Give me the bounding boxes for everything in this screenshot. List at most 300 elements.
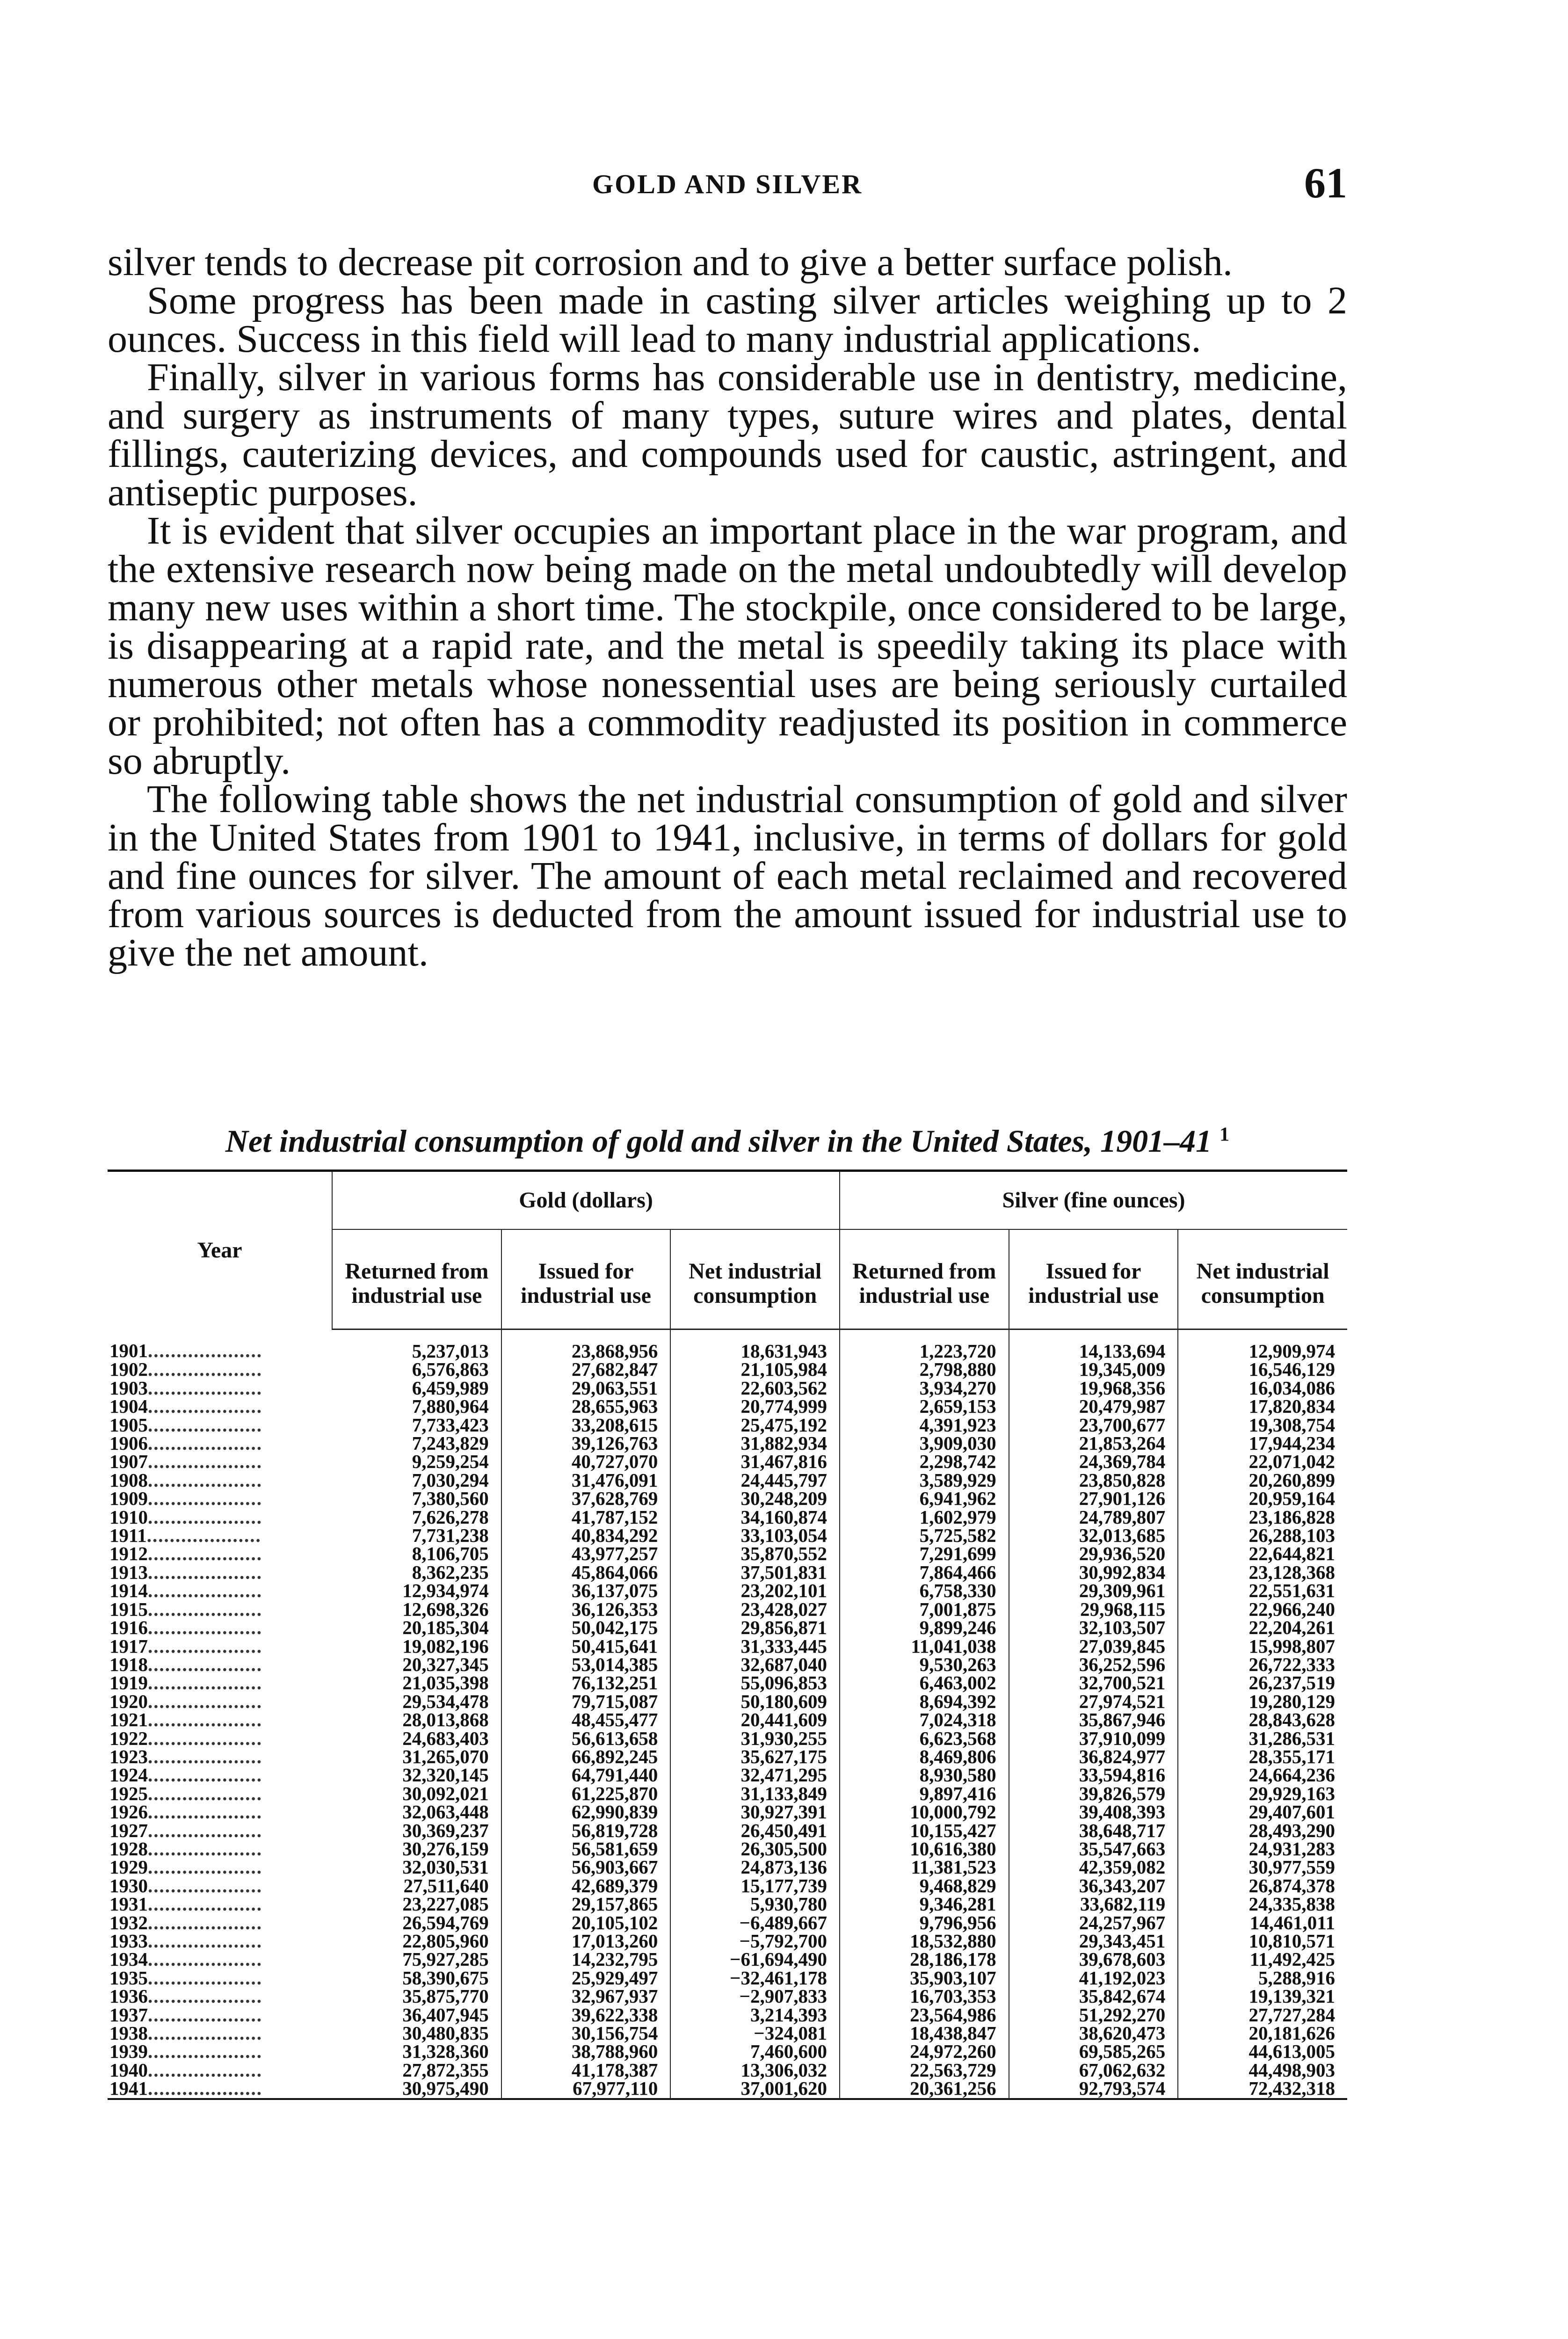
value-cell: 66,892,245 — [501, 1748, 671, 1766]
value-cell: 51,292,270 — [1009, 2006, 1178, 2024]
year-cell — [108, 1619, 332, 1637]
value-cell: 40,727,070 — [501, 1453, 671, 1471]
table-row — [108, 1545, 1347, 1563]
table-row — [108, 1360, 1347, 1379]
value-cell: 7,733,423 — [412, 1414, 489, 1436]
value-cell: 9,259,254 — [412, 1451, 489, 1473]
value-cell: −6,489,667 — [670, 1914, 840, 1932]
value-cell: 35,875,770 — [402, 1985, 489, 2007]
value-cell: 32,700,521 — [1009, 1674, 1178, 1692]
year-cell — [108, 1674, 332, 1692]
value-cell: 7,291,699 — [840, 1545, 1009, 1563]
value-cell: 50,180,609 — [670, 1693, 840, 1711]
table-row — [108, 1434, 1347, 1453]
table-row — [108, 1397, 1347, 1416]
value-cell: 36,252,596 — [1009, 1656, 1178, 1674]
paragraph: silver tends to decrease pit corrosion and to give a better surface polish. — [108, 240, 1233, 284]
year-cell — [108, 1711, 332, 1729]
value-cell: 14,461,011 — [1178, 1914, 1347, 1932]
value-cell: 92,793,574 — [1009, 2079, 1178, 2099]
year-cell — [108, 1563, 332, 1582]
leader-dots: .................... — [148, 1598, 262, 1620]
year-label: 1925 — [109, 1782, 148, 1804]
value-cell: 35,870,552 — [670, 1545, 840, 1563]
value-cell: 23,564,986 — [840, 2006, 1009, 2024]
value-cell: 27,511,640 — [403, 1874, 489, 1896]
value-cell: 9,468,829 — [840, 1877, 1009, 1895]
value-cell: 15,998,807 — [1178, 1637, 1347, 1656]
value-cell: 75,927,285 — [402, 1948, 489, 1970]
leader-dots: .................... — [148, 1838, 262, 1860]
year-cell — [108, 1950, 332, 1969]
table-row — [108, 1416, 1347, 1434]
value-cell: 10,810,571 — [1178, 1932, 1347, 1950]
value-cell: 31,328,360 — [402, 2041, 489, 2063]
paragraph: Some progress has been made in casting silver articles weighing up to 2 ounces. Success in this field will lead to many industrial applications. — [108, 279, 1347, 361]
table-row — [108, 1803, 1347, 1821]
leader-dots: .................... — [148, 1432, 262, 1454]
value-cell: 21,853,264 — [1009, 1434, 1178, 1453]
year-label: 1903 — [109, 1377, 148, 1399]
value-cell: −324,081 — [670, 2024, 840, 2042]
value-cell: 3,934,270 — [840, 1379, 1009, 1397]
leader-dots: .................... — [148, 1340, 262, 1362]
leader-dots: .................... — [148, 1635, 262, 1657]
value-cell: 27,872,355 — [402, 2059, 489, 2081]
value-cell: 61,225,870 — [501, 1785, 671, 1803]
year-cell — [108, 2079, 332, 2099]
value-cell: 32,063,448 — [402, 1801, 489, 1823]
value-cell: 7,626,278 — [412, 1506, 489, 1528]
footnote-reference: 1 — [1220, 1124, 1230, 1146]
table-row — [108, 1526, 1347, 1545]
value-cell: 20,181,626 — [1178, 2024, 1347, 2042]
leader-dots: .................... — [148, 1967, 262, 1989]
year-cell — [108, 1653, 332, 1675]
leader-dots: .................... — [148, 1672, 262, 1694]
value-cell: 67,062,632 — [1009, 2061, 1178, 2079]
paragraph: It is evident that silver occupies an important place in the war program, and the extensive research now being made on the metal undoubtedly will develop many new uses within a short time. The stockpile, once considered to be large, is disappearing at a rapid rate, and the metal is speedily taking its place with numerous other metals whose nonessential uses are being seriously curtailed or prohibited; not often has a commodity readjusted its position in commerce so abruptly. — [108, 509, 1347, 783]
table-row — [108, 1379, 1347, 1397]
value-cell: 7,880,964 — [412, 1395, 489, 1417]
value-cell: 20,441,609 — [670, 1711, 840, 1729]
year-label: 1901 — [109, 1340, 148, 1362]
value-cell: 30,977,559 — [1178, 1858, 1347, 1876]
year-cell — [108, 2006, 332, 2024]
year-cell — [108, 1397, 332, 1416]
table-row — [108, 2024, 1347, 2042]
year-label: 1937 — [109, 2004, 148, 2026]
value-cell: 56,903,667 — [501, 1858, 671, 1876]
year-cell — [108, 1434, 332, 1453]
table-row — [108, 2079, 1347, 2099]
leader-dots: .................... — [148, 1745, 262, 1767]
year-cell — [108, 1803, 332, 1821]
value-cell: 12,909,974 — [1178, 1329, 1347, 1361]
value-cell: 23,428,027 — [670, 1600, 840, 1619]
year-label: 1930 — [109, 1874, 148, 1896]
value-cell: 24,445,797 — [670, 1471, 840, 1489]
value-cell: 27,974,521 — [1009, 1693, 1178, 1711]
leader-dots: .................... — [148, 1856, 262, 1878]
leader-dots: .................... — [148, 2041, 262, 2063]
value-cell: 20,959,164 — [1178, 1489, 1347, 1508]
table-row — [108, 1729, 1347, 1748]
value-cell: 31,467,816 — [670, 1453, 840, 1471]
value-cell: 6,576,863 — [412, 1358, 489, 1380]
table-row — [108, 1822, 1347, 1840]
year-cell — [108, 1819, 332, 1841]
value-cell: 20,327,345 — [402, 1653, 489, 1675]
value-cell: 26,874,378 — [1178, 1877, 1347, 1895]
value-cell: 5,725,582 — [840, 1526, 1009, 1545]
table-row — [108, 2042, 1347, 2061]
value-cell: 31,930,255 — [670, 1729, 840, 1748]
consumption-table-wrapper — [108, 1170, 1347, 2100]
year-cell — [108, 1874, 332, 1896]
value-cell: 20,774,999 — [670, 1397, 840, 1416]
value-cell: 32,471,295 — [670, 1766, 840, 1784]
table-row — [108, 2006, 1347, 2024]
value-cell: 7,001,875 — [840, 1600, 1009, 1619]
year-cell — [108, 2024, 332, 2042]
value-cell: 1,223,720 — [840, 1329, 1009, 1361]
value-cell: 14,133,694 — [1009, 1329, 1178, 1361]
value-cell: 22,805,960 — [402, 1930, 489, 1952]
value-cell: 6,623,568 — [840, 1729, 1009, 1748]
column-header: Returned from industrial use — [332, 1229, 501, 1329]
year-cell — [108, 1911, 332, 1933]
column-header: Returned from industrial use — [840, 1229, 1009, 1329]
value-cell: −5,792,700 — [670, 1932, 840, 1950]
leader-dots: .................... — [148, 1653, 262, 1675]
leader-dots: .................... — [148, 1874, 262, 1896]
value-cell: 29,407,601 — [1178, 1803, 1347, 1821]
running-title: GOLD AND SILVER — [592, 169, 863, 199]
year-label: 1921 — [109, 1709, 148, 1731]
value-cell: 6,459,989 — [412, 1377, 489, 1399]
value-cell: 20,260,899 — [1178, 1471, 1347, 1489]
value-cell: 16,703,353 — [840, 1987, 1009, 2005]
value-cell: 8,469,806 — [840, 1748, 1009, 1766]
value-cell: 17,013,260 — [501, 1932, 671, 1950]
value-cell: 32,320,145 — [402, 1764, 489, 1786]
value-cell: 28,013,868 — [402, 1709, 489, 1731]
value-cell: 35,867,946 — [1009, 1711, 1178, 1729]
value-cell: 25,929,497 — [501, 1969, 671, 1987]
value-cell: 55,096,853 — [670, 1674, 840, 1692]
value-cell: 35,627,175 — [670, 1748, 840, 1766]
page-number: 61 — [1304, 159, 1347, 207]
leader-dots: .................... — [148, 1451, 262, 1473]
table-row — [108, 1563, 1347, 1582]
value-cell: 33,594,816 — [1009, 1766, 1178, 1784]
value-cell: 18,532,880 — [840, 1932, 1009, 1950]
value-cell: 23,850,828 — [1009, 1471, 1178, 1489]
value-cell: 36,343,207 — [1009, 1877, 1178, 1895]
value-cell: 41,178,387 — [501, 2061, 671, 2079]
value-cell: 64,791,440 — [501, 1766, 671, 1784]
leader-dots: .................... — [148, 1985, 262, 2007]
value-cell: 14,232,795 — [501, 1950, 671, 1969]
gold-group-header: Gold (dollars) — [332, 1171, 840, 1230]
leader-dots: .................... — [148, 1930, 262, 1952]
value-cell: 9,796,956 — [840, 1914, 1009, 1932]
value-cell: 19,308,754 — [1178, 1416, 1347, 1434]
year-label: 1922 — [109, 1727, 148, 1749]
value-cell: 22,551,631 — [1178, 1582, 1347, 1600]
value-cell: 48,455,477 — [501, 1711, 671, 1729]
value-cell: 13,306,032 — [670, 2061, 840, 2079]
leader-dots: .................... — [148, 1709, 262, 1731]
year-cell — [108, 1745, 332, 1767]
value-cell: 28,843,628 — [1178, 1711, 1347, 1729]
value-cell: 79,715,087 — [501, 1693, 671, 1711]
value-cell: 8,106,705 — [412, 1543, 489, 1565]
value-cell: 29,936,520 — [1009, 1545, 1178, 1563]
value-cell: 24,931,283 — [1178, 1840, 1347, 1858]
value-cell: 41,787,152 — [501, 1508, 671, 1526]
value-cell: 45,864,066 — [501, 1563, 671, 1582]
leader-dots: .................... — [148, 1782, 262, 1804]
value-cell: 19,280,129 — [1178, 1693, 1347, 1711]
value-cell: 29,534,478 — [402, 1690, 489, 1712]
value-cell: 30,992,834 — [1009, 1563, 1178, 1582]
value-cell: 26,450,491 — [670, 1822, 840, 1840]
value-cell: 20,361,256 — [840, 2079, 1009, 2099]
leader-dots: .................... — [148, 1617, 262, 1639]
value-cell: 33,682,119 — [1009, 1895, 1178, 1913]
year-label: 1931 — [109, 1893, 148, 1915]
table-row — [108, 1619, 1347, 1637]
value-cell: 76,132,251 — [501, 1674, 671, 1692]
value-cell: 22,603,562 — [670, 1379, 840, 1397]
value-cell: 36,126,353 — [501, 1600, 671, 1619]
value-cell: 3,214,393 — [670, 2006, 840, 2024]
value-cell: 42,689,379 — [501, 1877, 671, 1895]
value-cell: 53,014,385 — [501, 1656, 671, 1674]
year-cell — [108, 1840, 332, 1858]
value-cell: 7,243,829 — [412, 1432, 489, 1454]
year-label: 1939 — [109, 2041, 148, 2063]
value-cell: 69,585,265 — [1009, 2042, 1178, 2061]
value-cell: 37,910,099 — [1009, 1729, 1178, 1748]
table-row — [108, 1471, 1347, 1489]
value-cell: 26,594,769 — [402, 1911, 489, 1933]
value-cell: 5,237,013 — [412, 1340, 489, 1362]
year-cell — [108, 1453, 332, 1471]
value-cell: 10,155,427 — [840, 1822, 1009, 1840]
value-cell: 62,990,839 — [501, 1803, 671, 1821]
value-cell: 67,977,110 — [501, 2079, 671, 2099]
value-cell: 19,345,009 — [1009, 1360, 1178, 1379]
year-label: 1915 — [109, 1598, 148, 1620]
value-cell: 18,438,847 — [840, 2024, 1009, 2042]
paragraph: Finally, silver in various forms has considerable use in dentistry, medicine, and surgery as instruments of many types, suture wires and plates, dental fillings, cauterizing devices, and compounds used for caustic, astringent, and antiseptic purposes. — [108, 356, 1347, 514]
value-cell: 36,137,075 — [501, 1582, 671, 1600]
leader-dots: .................... — [148, 1727, 262, 1749]
value-cell: 23,227,085 — [402, 1893, 489, 1915]
value-cell: 31,333,445 — [670, 1637, 840, 1656]
value-cell: 23,868,956 — [501, 1329, 671, 1361]
year-label: 1938 — [109, 2022, 148, 2044]
value-cell: 37,628,769 — [501, 1489, 671, 1508]
year-cell — [108, 1637, 332, 1656]
leader-dots: .................... — [148, 1358, 262, 1380]
year-label: 1935 — [109, 1967, 148, 1989]
year-label: 1913 — [109, 1561, 148, 1583]
value-cell: 30,480,835 — [402, 2022, 489, 2044]
value-cell: 29,343,451 — [1009, 1932, 1178, 1950]
year-cell — [108, 1987, 332, 2005]
value-cell: 29,929,163 — [1178, 1785, 1347, 1803]
value-cell: 4,391,923 — [840, 1416, 1009, 1434]
value-cell: 24,789,807 — [1009, 1508, 1178, 1526]
year-cell — [108, 2042, 332, 2061]
leader-dots: .................... — [148, 1488, 262, 1510]
value-cell: 31,265,070 — [402, 1745, 489, 1767]
value-cell: 9,899,246 — [840, 1619, 1009, 1637]
leader-dots: .................... — [148, 1395, 262, 1417]
year-cell — [108, 1582, 332, 1600]
value-cell: 11,492,425 — [1178, 1950, 1347, 1969]
leader-dots: .................... — [148, 2077, 262, 2099]
value-cell: 22,071,042 — [1178, 1453, 1347, 1471]
table-row — [108, 1840, 1347, 1858]
leader-dots: .................... — [148, 2004, 262, 2026]
value-cell: 56,613,658 — [501, 1729, 671, 1748]
value-cell: 24,972,260 — [840, 2042, 1009, 2061]
table-row — [108, 1582, 1347, 1600]
year-cell — [108, 1690, 332, 1712]
value-cell: 29,309,961 — [1009, 1582, 1178, 1600]
value-cell: 5,288,916 — [1178, 1969, 1347, 1987]
value-cell: 2,659,153 — [840, 1397, 1009, 1416]
table-row — [108, 1877, 1347, 1895]
leader-dots: .................... — [148, 1543, 262, 1565]
value-cell: 39,408,393 — [1009, 1803, 1178, 1821]
body-text — [108, 240, 1347, 974]
leader-dots: .................... — [148, 1801, 262, 1823]
column-header: Net industrial consumption — [1178, 1229, 1347, 1329]
value-cell: 43,977,257 — [501, 1545, 671, 1563]
value-cell: 28,186,178 — [840, 1950, 1009, 1969]
value-cell: 39,826,579 — [1009, 1785, 1178, 1803]
value-cell: 35,842,674 — [1009, 1987, 1178, 2005]
value-cell: −32,461,178 — [670, 1969, 840, 1987]
value-cell: 44,613,005 — [1178, 2042, 1347, 2061]
value-cell: 23,186,828 — [1178, 1508, 1347, 1526]
value-cell: 41,192,023 — [1009, 1969, 1178, 1987]
year-cell — [108, 1489, 332, 1508]
year-label: 1912 — [109, 1543, 148, 1565]
value-cell: 56,581,659 — [501, 1840, 671, 1858]
table-row — [108, 1508, 1347, 1526]
value-cell: 19,139,321 — [1178, 1987, 1347, 2005]
value-cell: 2,298,742 — [840, 1453, 1009, 1471]
value-cell: 28,655,963 — [501, 1397, 671, 1416]
value-cell: 24,664,236 — [1178, 1766, 1347, 1784]
value-cell: 10,616,380 — [840, 1840, 1009, 1858]
value-cell: 16,546,129 — [1178, 1360, 1347, 1379]
value-cell: 35,903,107 — [840, 1969, 1009, 1987]
value-cell: 26,288,103 — [1178, 1526, 1347, 1545]
value-cell: 7,030,294 — [412, 1469, 489, 1491]
value-cell: 6,758,330 — [840, 1582, 1009, 1600]
value-cell: 37,501,831 — [670, 1563, 840, 1582]
value-cell: 11,041,038 — [840, 1637, 1009, 1656]
table-row — [108, 1987, 1347, 2005]
value-cell: 7,731,238 — [412, 1525, 489, 1547]
value-cell: 27,727,284 — [1178, 2006, 1347, 2024]
value-cell: 39,622,338 — [501, 2006, 671, 2024]
value-cell: 20,185,304 — [402, 1617, 489, 1639]
value-cell: 31,286,531 — [1178, 1729, 1347, 1748]
value-cell: −2,907,833 — [670, 1987, 840, 2005]
value-cell: 37,001,620 — [670, 2079, 840, 2099]
leader-dots: .................... — [146, 1525, 261, 1547]
year-label: 1936 — [109, 1985, 148, 2007]
value-cell: 36,824,977 — [1009, 1748, 1178, 1766]
value-cell: 22,966,240 — [1178, 1600, 1347, 1619]
value-cell: 38,620,473 — [1009, 2024, 1178, 2042]
value-cell: 28,493,290 — [1178, 1822, 1347, 1840]
value-cell: 33,103,054 — [670, 1526, 840, 1545]
value-cell: 7,380,560 — [412, 1488, 489, 1510]
value-cell: 22,204,261 — [1178, 1619, 1347, 1637]
value-cell: 9,897,416 — [840, 1785, 1009, 1803]
value-cell: 32,013,685 — [1009, 1526, 1178, 1545]
table-row — [108, 1914, 1347, 1932]
paragraph: The following table shows the net industrial consumption of gold and silver in the United States from 1901 to 1941, inclusive, in terms of dollars for gold and fine ounces for silver. The amount of each metal reclaimed and recovered from various sources is deducted from the amount issued for industrial use to give the net amount. — [108, 777, 1347, 974]
value-cell: 39,126,763 — [501, 1434, 671, 1453]
value-cell: 26,722,333 — [1178, 1656, 1347, 1674]
leader-dots: .................... — [148, 1819, 262, 1841]
year-cell — [108, 1360, 332, 1379]
value-cell: 11,381,523 — [840, 1858, 1009, 1876]
value-cell: 8,930,580 — [840, 1766, 1009, 1784]
year-label: 1902 — [109, 1358, 148, 1380]
value-cell: 32,967,937 — [501, 1987, 671, 2005]
value-cell: 1,602,979 — [840, 1508, 1009, 1526]
year-cell — [108, 1600, 332, 1619]
year-label: 1923 — [109, 1745, 148, 1767]
value-cell: 38,648,717 — [1009, 1822, 1178, 1840]
value-cell: 24,873,136 — [670, 1858, 840, 1876]
value-cell: 32,687,040 — [670, 1656, 840, 1674]
value-cell: 6,941,962 — [840, 1489, 1009, 1508]
value-cell: 50,042,175 — [501, 1619, 671, 1637]
table-row — [108, 2061, 1347, 2079]
value-cell: 30,975,490 — [332, 2079, 501, 2099]
year-cell — [108, 1729, 332, 1748]
value-cell: 26,237,519 — [1178, 1674, 1347, 1692]
value-cell: 23,128,368 — [1178, 1563, 1347, 1582]
leader-dots: .................... — [148, 1764, 262, 1786]
year-label: 1906 — [109, 1432, 148, 1454]
year-cell — [108, 1526, 332, 1545]
year-label: 1928 — [109, 1838, 148, 1860]
value-cell: 25,475,192 — [670, 1416, 840, 1434]
leader-dots: .................... — [148, 1469, 262, 1491]
value-cell: 30,927,391 — [670, 1803, 840, 1821]
value-cell: 50,415,641 — [501, 1637, 671, 1656]
value-cell: 7,024,318 — [840, 1711, 1009, 1729]
value-cell: −61,694,490 — [670, 1950, 840, 1969]
silver-group-header: Silver (fine ounces) — [840, 1171, 1347, 1230]
year-label: 1934 — [109, 1948, 148, 1970]
leader-dots: .................... — [148, 1506, 262, 1528]
